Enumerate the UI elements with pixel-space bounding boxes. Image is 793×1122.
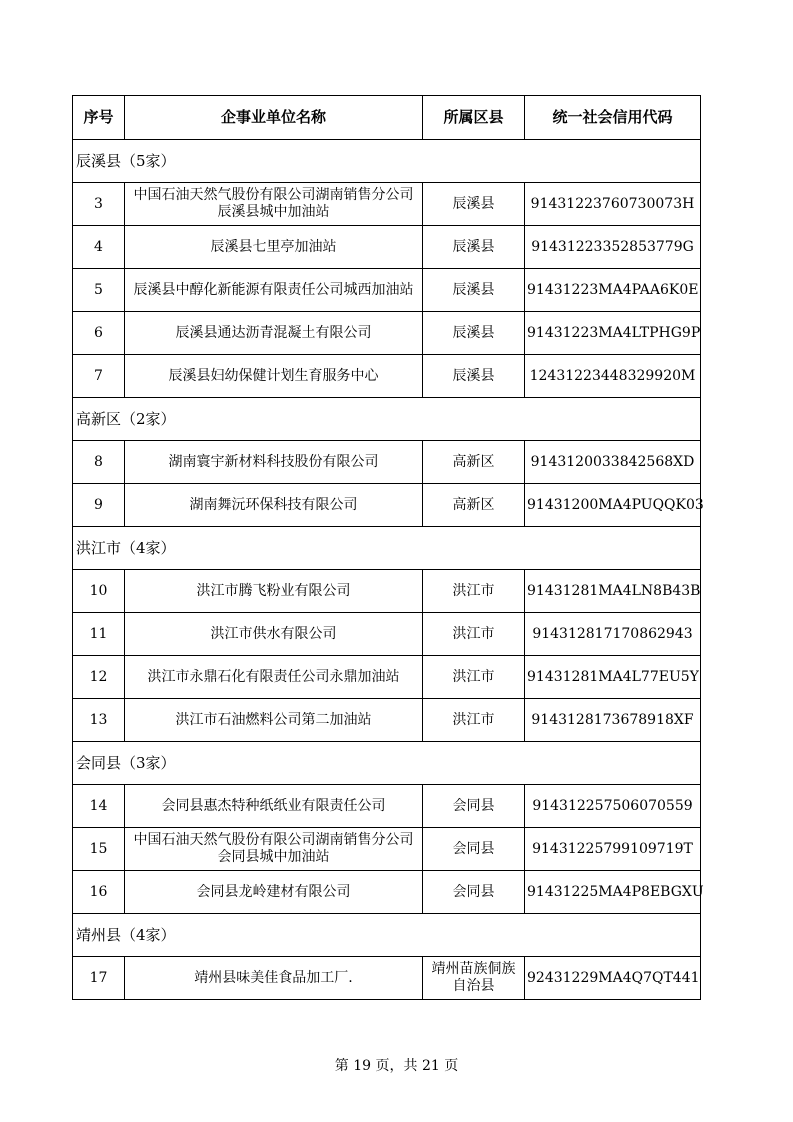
cell-name: 洪江市石油燃料公司第二加油站 [125,699,423,742]
cell-code: 91431200MA4PUQQK03 [525,484,701,527]
cell-code: 91431223MA4PAA6K0E [525,269,701,312]
cell-name: 中国石油天然气股份有限公司湖南销售分公司辰溪县城中加油站 [125,183,423,226]
table-row [73,269,701,312]
cell-name: 辰溪县中醇化新能源有限责任公司城西加油站 [125,269,423,312]
table-row [73,656,701,699]
cell-name: 辰溪县妇幼保健计划生育服务中心 [125,355,423,398]
cell-no: 9 [73,484,125,527]
cell-no: 17 [73,957,125,1000]
cell-district: 洪江市 [423,613,525,656]
cell-district: 洪江市 [423,570,525,613]
cell-code: 91431225MA4P8EBGXU [525,871,701,914]
group-title: 靖州县（4家） [73,914,701,957]
cell-name: 辰溪县通达沥青混凝土有限公司 [125,312,423,355]
cell-no: 4 [73,226,125,269]
cell-code: 91431223760730073H [525,183,701,226]
cell-code: 91431223352853779G [525,226,701,269]
group-row [73,914,701,957]
enterprise-table [72,95,704,1000]
cell-code: 91431223MA4LTPHG9P [525,312,701,355]
table-row [73,355,701,398]
group-row [73,140,701,183]
cell-name: 会同县龙岭建材有限公司 [125,871,423,914]
group-title: 辰溪县（5家） [73,140,701,183]
table-row [73,871,701,914]
table-row [73,570,701,613]
cell-name: 洪江市供水有限公司 [125,613,423,656]
cell-district: 高新区 [423,484,525,527]
cell-no: 5 [73,269,125,312]
header-name: 企事业单位名称 [125,96,423,140]
cell-code: 914312257506070559 [525,785,701,828]
cell-district: 会同县 [423,785,525,828]
page-footer: 第 19 页，共 21 页 [334,1058,459,1074]
cell-name: 洪江市腾飞粉业有限公司 [125,570,423,613]
table-body [73,140,704,1000]
table-row [73,226,701,269]
table-row [73,441,701,484]
cell-no: 16 [73,871,125,914]
cell-no: 8 [73,441,125,484]
cell-name: 洪江市永鼎石化有限责任公司永鼎加油站 [125,656,423,699]
cell-district: 辰溪县 [423,183,525,226]
cell-no: 12 [73,656,125,699]
cell-district: 会同县 [423,828,525,871]
table-row [73,828,701,871]
cell-district: 辰溪县 [423,312,525,355]
cell-no: 6 [73,312,125,355]
cell-name: 靖州县味美佳食品加工厂. [125,957,423,1000]
group-title: 高新区（2家） [73,398,701,441]
cell-district: 辰溪县 [423,269,525,312]
cell-no: 7 [73,355,125,398]
table-row [73,312,701,355]
cell-code: 12431223448329920M [525,355,701,398]
cell-code: 91431281MA4LN8B43B [525,570,701,613]
group-row [73,527,701,570]
cell-code: 9143128173678918XF [525,699,701,742]
group-title: 洪江市（4家） [73,527,701,570]
table-header-row [73,96,701,140]
table-row [73,957,701,1000]
cell-name: 湖南寰宇新材料科技股份有限公司 [125,441,423,484]
group-row [73,398,701,441]
cell-code: 91431281MA4L77EU5Y [525,656,701,699]
header-code: 统一社会信用代码 [525,96,701,140]
header-no: 序号 [73,96,125,140]
cell-district: 洪江市 [423,699,525,742]
table-row [73,183,701,226]
cell-no: 14 [73,785,125,828]
group-title: 会同县（3家） [73,742,701,785]
cell-no: 15 [73,828,125,871]
cell-no: 10 [73,570,125,613]
table-row [73,785,701,828]
cell-district: 高新区 [423,441,525,484]
cell-district: 靖州苗族侗族自治县 [423,957,525,1000]
cell-name: 辰溪县七里亭加油站 [125,226,423,269]
header-district: 所属区县 [423,96,525,140]
cell-district: 辰溪县 [423,355,525,398]
cell-no: 3 [73,183,125,226]
table-row [73,484,701,527]
cell-no: 11 [73,613,125,656]
table-row [73,699,701,742]
cell-code: 914312817170862943 [525,613,701,656]
cell-name: 湖南舞沅环保科技有限公司 [125,484,423,527]
cell-name: 会同县惠杰特种纸纸业有限责任公司 [125,785,423,828]
group-row [73,742,701,785]
cell-district: 辰溪县 [423,226,525,269]
cell-code: 91431225799109719T [525,828,701,871]
cell-district: 洪江市 [423,656,525,699]
cell-name: 中国石油天然气股份有限公司湖南销售分公司会同县城中加油站 [125,828,423,871]
cell-code: 92431229MA4Q7QT441 [525,957,701,1000]
cell-district: 会同县 [423,871,525,914]
cell-code: 9143120033842568XD [525,441,701,484]
cell-no: 13 [73,699,125,742]
table-row [73,613,701,656]
